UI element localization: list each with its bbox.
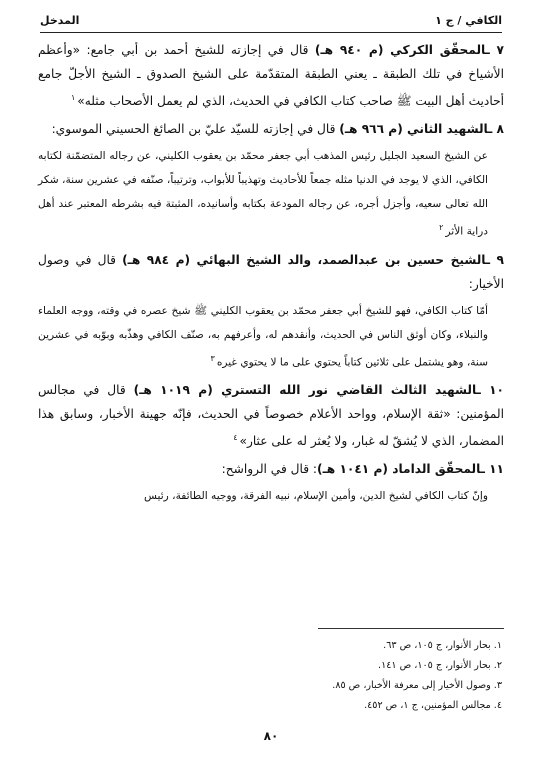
entry-9-quote-text: أمّا كتاب الكافي، فهو للشيخ أبي جعفر محمّد بن يعقوب الكليني ﷺ شيخ عصره في وقته، ووجه العلماء والنبلاء، وكان أوثق الناس في الحديث، وأنقدهم له، وأعرفهم به، صنّف الكافي وهذّبه وبوّبه في عشرين سنة، وهو يشتمل على ثلاثين كتاباً يحتوي على ما لا يحتوي غيره	[38, 304, 488, 369]
footnotes	[40, 636, 502, 716]
running-header	[40, 10, 502, 33]
entry-8-quote	[38, 144, 488, 244]
entry-10-title: الشهيد الثالث القاضي نور الله التستري (م ١٠١٩ هـ)	[133, 383, 477, 398]
footnote-3: ٣. وصول الأخيار إلى معرفة الأخبار، ص ٨٥.	[332, 680, 502, 691]
entry-11-text: : قال في الرواشح:	[221, 462, 318, 477]
footnote-4: ٤. مجالس المؤمنين، ج ١، ص ٤٥٢.	[364, 700, 502, 711]
entry-7-text: قال في إجازته للشيخ أحمد بن أبي جامع: «وأعظم الأشياخ في تلك الطبقة ـ يعني الطبقة المتقدّمة على الشيخ الصدوق ـ الشيخ الأجلّ جامع أحاديث أهل البيت ﷺ صاحب كتاب الكافي في الحديث، الذي لم يعمل الأصحاب مثله»	[38, 43, 504, 109]
entry-11-title: المحقّق الداماد (م ١٠٤١ هـ)	[317, 462, 481, 477]
entry-11	[38, 457, 504, 481]
entry-7	[38, 38, 504, 113]
footnote-1: ١. بحار الأنوار، ج ١٠٥، ص ٦٣.	[383, 640, 502, 651]
entry-9-quote	[38, 299, 488, 375]
footnote-ref-3[interactable]: ٣	[210, 353, 215, 363]
entry-10-num: ١٠ ـ	[476, 383, 504, 398]
entry-9	[38, 248, 504, 296]
page-body	[38, 38, 504, 511]
header-section-title: المدخل	[40, 14, 80, 27]
entry-8-text: قال في إجازته للسيّد عليّ بن الصائغ الحسيني الموسوي:	[51, 122, 340, 137]
footnote-2: ٢. بحار الأنوار، ج ١٠٥، ص ١٤١.	[378, 660, 502, 671]
footnote-ref-1[interactable]: ١	[70, 93, 76, 102]
footnote-divider	[318, 628, 504, 629]
entry-8-num: ٨ ـ	[488, 122, 504, 137]
entry-11-num: ١١ ـ	[480, 462, 504, 477]
header-book-title: الكافي / ج ١	[435, 14, 502, 27]
entry-7-title: المحقّق الكركي (م ٩٤٠ هـ)	[314, 43, 486, 57]
entry-10-text: قال في مجالس المؤمنين: «ثقة الإسلام، وواحد الأعلام خصوصاً في الحديث، فإنّه جهينة الأخبار، وسابق هذا المضمار، الذي لا يُشقّ له غبار، ولا يُعثر له على عثار»	[38, 383, 504, 449]
entry-11-quote	[38, 484, 488, 508]
entry-9-title: الشيخ حسين بن عبدالصمد، والد الشيخ البهائي (م ٩٨٤ هـ)	[122, 252, 486, 267]
entry-9-num: ٩ ـ	[485, 252, 504, 267]
entry-8	[38, 117, 504, 141]
footnote-ref-4[interactable]: ٤	[233, 433, 238, 443]
page-number: ٨٠	[263, 729, 279, 743]
entry-9-text: قال في وصول الأخيار:	[38, 252, 504, 291]
entry-8-title: الشهيد الثاني (م ٩٦٦ هـ)	[339, 122, 489, 137]
entry-7-num: ٧ ـ	[485, 43, 504, 57]
entry-10	[38, 378, 504, 453]
entry-8-quote-text: عن الشيخ السعيد الجليل رئيس المذهب أبي جعفر محمّد بن يعقوب الكليني، عن رجاله المتضمّنة لكتابه الكافي، الذي لا يوجد في الدنيا مثله جمعاً للأحاديث وتهذيباً للأبواب، وترتيباً، صنّفه في عشرين سنة، شكر الله تعالى سعيه، وأجزل أجره، عن رجاله المودعة بكتابه وأسانيده، المثبتة فيه بشرطه المعتبر عند أهل دراية الأثر	[38, 150, 488, 238]
footnote-ref-2[interactable]: ٢	[439, 223, 444, 233]
entry-11-quote-text: وإنّ كتاب الكافي لشيخ الدين، وأمين الإسلام، نبيه الفرقة، ووجيه الطائفة، رئيس	[144, 490, 488, 503]
